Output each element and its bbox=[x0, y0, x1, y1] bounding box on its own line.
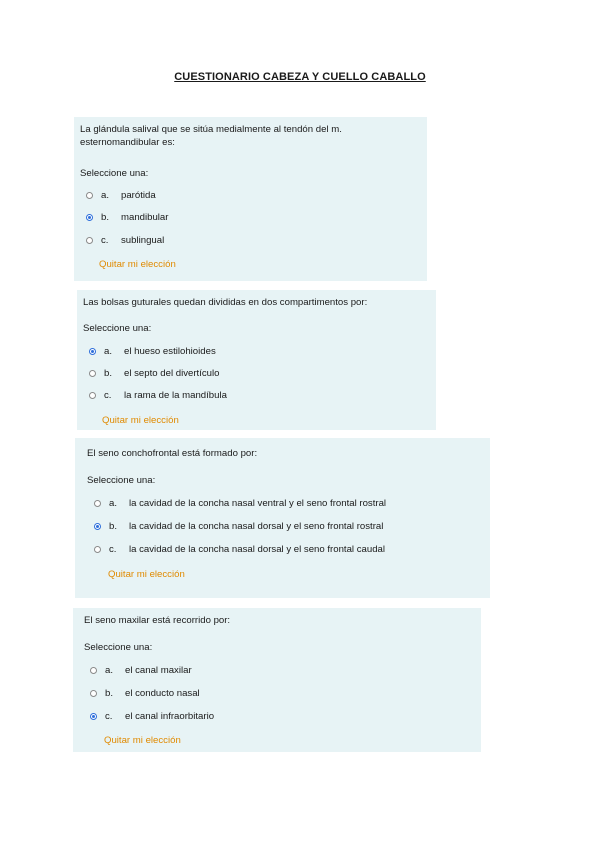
select-prompt: Seleccione una: bbox=[84, 642, 153, 653]
clear-choice-link[interactable]: Quitar mi elección bbox=[104, 735, 181, 746]
page-title: CUESTIONARIO CABEZA Y CUELLO CABALLO bbox=[174, 71, 426, 83]
answer-option-a[interactable] bbox=[86, 190, 156, 201]
radio-button[interactable] bbox=[90, 690, 97, 697]
answer-option-c[interactable] bbox=[86, 235, 164, 246]
clear-choice-link[interactable]: Quitar mi elección bbox=[108, 569, 185, 580]
answer-option-a[interactable] bbox=[90, 665, 192, 676]
option-label: el septo del divertículo bbox=[124, 368, 220, 379]
answer-option-b[interactable] bbox=[86, 212, 168, 223]
radio-button[interactable] bbox=[94, 500, 101, 507]
radio-button-selected[interactable] bbox=[94, 523, 101, 530]
question-card-1 bbox=[74, 117, 427, 281]
radio-button[interactable] bbox=[89, 370, 96, 377]
question-card-2 bbox=[77, 290, 436, 430]
question-card-3 bbox=[75, 438, 490, 598]
radio-button[interactable] bbox=[90, 667, 97, 674]
select-prompt: Seleccione una: bbox=[80, 168, 149, 179]
radio-button[interactable] bbox=[94, 546, 101, 553]
question-card-4 bbox=[73, 608, 481, 752]
option-letter: a. bbox=[104, 346, 113, 357]
answer-option-b[interactable] bbox=[94, 521, 383, 532]
answer-option-c[interactable] bbox=[90, 711, 214, 722]
option-letter: c. bbox=[101, 235, 109, 246]
answer-option-a[interactable] bbox=[89, 346, 216, 357]
option-letter: c. bbox=[104, 390, 112, 401]
option-letter: a. bbox=[101, 190, 110, 201]
option-letter: c. bbox=[105, 711, 113, 722]
option-letter: b. bbox=[109, 521, 118, 532]
option-letter: a. bbox=[105, 665, 114, 676]
answer-option-b[interactable] bbox=[89, 368, 219, 379]
option-label: el conducto nasal bbox=[125, 688, 200, 699]
option-label: parótida bbox=[121, 190, 156, 201]
option-letter: a. bbox=[109, 498, 118, 509]
question-text: La glándula salival que se sitúa medialmente al tendón del m. esternomandibular es: bbox=[80, 124, 342, 148]
option-label: la cavidad de la concha nasal dorsal y el seno frontal caudal bbox=[129, 544, 385, 555]
option-label: la rama de la mandíbula bbox=[124, 390, 227, 401]
option-label: el canal maxilar bbox=[125, 665, 192, 676]
option-label: la cavidad de la concha nasal dorsal y el seno frontal rostral bbox=[129, 521, 384, 532]
clear-choice-link[interactable]: Quitar mi elección bbox=[99, 259, 176, 270]
question-text: El seno maxilar está recorrido por: bbox=[84, 615, 231, 626]
option-label: el hueso estilohioides bbox=[124, 346, 216, 357]
radio-button[interactable] bbox=[89, 392, 96, 399]
radio-button-selected[interactable] bbox=[90, 713, 97, 720]
radio-button[interactable] bbox=[86, 192, 93, 199]
option-letter: c. bbox=[109, 544, 117, 555]
option-label: la cavidad de la concha nasal ventral y el seno frontal rostral bbox=[129, 498, 387, 509]
select-prompt: Seleccione una: bbox=[83, 323, 152, 334]
radio-button-selected[interactable] bbox=[89, 348, 96, 355]
option-letter: b. bbox=[104, 368, 113, 379]
option-label: sublingual bbox=[121, 235, 165, 246]
answer-option-c[interactable] bbox=[89, 390, 227, 401]
option-letter: b. bbox=[105, 688, 114, 699]
clear-choice-link[interactable]: Quitar mi elección bbox=[102, 415, 179, 426]
answer-option-c[interactable] bbox=[94, 544, 385, 555]
question-text: El seno conchofrontal está formado por: bbox=[87, 448, 258, 459]
question-text: Las bolsas guturales quedan divididas en dos compartimentos por: bbox=[83, 297, 368, 308]
option-letter: b. bbox=[101, 212, 110, 223]
answer-option-b[interactable] bbox=[90, 688, 200, 699]
radio-button-selected[interactable] bbox=[86, 214, 93, 221]
select-prompt: Seleccione una: bbox=[87, 475, 156, 486]
answer-option-a[interactable] bbox=[94, 498, 386, 509]
option-label: el canal infraorbitario bbox=[125, 711, 215, 722]
radio-button[interactable] bbox=[86, 237, 93, 244]
option-label: mandibular bbox=[121, 212, 169, 223]
